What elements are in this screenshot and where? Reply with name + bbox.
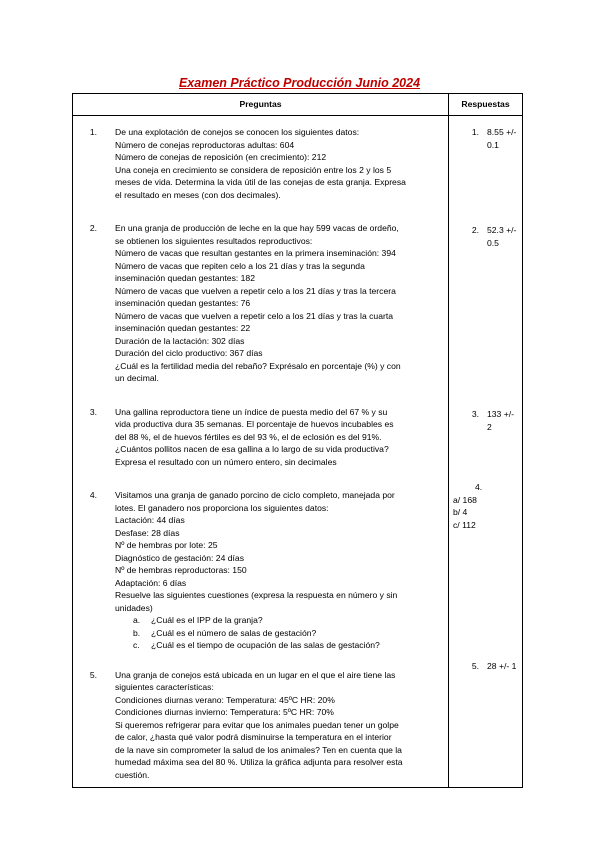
answer-value: 28 +/- 1 [487,661,517,671]
question-line: Número de vacas que resultan gestantes en la primera inseminación: 394 [115,248,396,258]
question-number: 1. [89,127,97,137]
question-line: siguientes características: [115,682,214,692]
question-line: Visitamos una granja de ganado porcino de ciclo completo, manejada por [115,490,395,500]
question-line: cuestión. [115,769,150,780]
question-line: Condiciones diurnas invierno: Temperatura: 5ºC HR: 70% [115,707,334,717]
question-line: En una granja de producción de leche en la que hay 599 vacas de ordeño, [115,223,399,233]
sub-question-b [133,627,438,640]
sub-letter: a. [133,615,141,625]
question-line: Una coneja en crecimiento se considera de reposición entre los 2 y los 5 [115,164,392,175]
question-line: Diagnóstico de gestación: 24 días [115,552,244,563]
exam-table [72,93,523,788]
question-line: Resuelve las siguientes cuestiones (expresa la respuesta en número y sin [115,590,398,600]
question-line: lotes. El ganadero nos proporciona los siguientes datos: [115,502,329,513]
answer-1 [453,126,519,224]
question-3 [77,406,438,469]
question-line: Adaptación: 6 días [115,577,187,588]
question-line: Nº de hembras por lote: 25 [115,540,218,550]
question-line: vida productiva dura 35 semanas. El porcentaje de huevos incubables es [115,419,394,429]
question-line: se obtienen los siguientes resultados reproductivos: [115,235,313,246]
header-preguntas: Preguntas [73,94,449,116]
question-line: De una explotación de conejos se conocen los siguientes datos: [115,127,360,137]
question-line: ¿Cuántos pollitos nacen de esa gallina a lo largo de su vida productiva? [115,444,389,454]
answer-value: 0.1 [487,139,499,150]
sub-text: ¿Cuál es el tiempo de ocupación de las salas de gestación? [151,640,380,650]
question-line: Una gallina reproductora tiene un índice de puesta medio del 67 % y su [115,406,388,417]
question-line: humedad máxima sea del 80 %. Utiliza la gráfica adjunta para resolver esta [115,757,403,767]
question-line: Condiciones diurnas verano: Temperatura: 45ºC HR: 20% [115,694,335,705]
question-line: del 88 %, el de huevos fértiles es del 93 %, el de eclosión es del 91%. [115,431,382,442]
sub-text: ¿Cuál es el IPP de la granja? [151,615,263,625]
question-line: el resultado en meses (con dos decimales). [115,189,281,200]
answer-number: 3. [471,409,479,419]
answer-number: 2. [471,225,479,235]
question-line: ¿Cuál es la fertilidad media del rebaño? Exprésalo en porcentaje (%) y con [115,360,401,371]
answer-number: 5. [471,661,479,671]
question-line: Nº de hembras reproductoras: 150 [115,565,247,575]
questions-cell [73,116,449,788]
answer-2 [453,224,519,408]
answer-number: 4. [475,482,483,492]
answer-4 [453,481,519,660]
sub-question-a [133,614,438,627]
question-line: Número de vacas que repiten celo a los 21 días y tras la segunda [115,260,365,271]
question-line: Número de conejas reproductoras adultas: 604 [115,139,295,150]
question-line: unidades) [115,602,153,613]
sub-letter: b. [133,627,141,638]
question-line: un decimal. [115,373,159,383]
question-line: Número de conejas de reposición (en crecimiento): 212 [115,152,327,162]
question-line: Si queremos refrigerar para evitar que los animales puedan tener un golpe [115,719,399,730]
question-number: 4. [89,490,97,500]
answer-value: 8.55 +/- [487,127,517,137]
question-5 [77,669,438,782]
exam-title: Examen Práctico Producción Junio 2024 [178,76,421,90]
sub-text: ¿Cuál es el número de salas de gestación? [151,627,317,638]
question-line: Desfase: 28 días [115,527,180,538]
question-line: de calor, ¿hasta qué valor podrá disminuirse la temperatura en el interior [115,732,392,742]
question-line: inseminación quedan gestantes: 76 [115,298,251,308]
question-line: Lactación: 44 días [115,515,185,525]
question-number: 2. [89,223,97,233]
question-number: 5. [89,669,97,680]
answer-value: 133 +/- [487,409,514,419]
question-line: Una granja de conejos está ubicada en un lugar en el que el aire tiene las [115,669,396,680]
answer-3 [453,408,519,481]
question-line: Expresa el resultado con un número entero, sin decimales [115,456,337,467]
sub-letter: c. [133,640,140,650]
question-number: 3. [89,406,97,417]
question-line: Duración del ciclo productivo: 367 días [115,348,263,358]
answer-value: c/ 112 [453,519,476,530]
question-line: de la nave sin comprometer la salud de los animales? Ten en cuenta que la [115,744,402,755]
question-2 [77,222,438,385]
answer-value: 52.3 +/- [487,225,517,235]
question-line: Duración de la lactación: 302 días [115,335,245,346]
answer-5 [453,660,519,673]
answer-value: b/ 4 [453,507,468,517]
table-row [73,116,523,788]
answer-value: 2 [487,421,492,432]
table-header-row [73,94,523,116]
question-line: Número de vacas que vuelven a repetir celo a los 21 días y tras la cuarta [115,310,394,321]
question-line: Número de vacas que vuelven a repetir celo a los 21 días y tras la tercera [115,285,396,296]
answers-cell [449,116,523,788]
question-line: inseminación quedan gestantes: 182 [115,273,255,283]
question-4 [77,489,438,652]
question-1 [77,126,438,201]
answer-number: 1. [471,127,479,137]
question-line: inseminación quedan gestantes: 22 [115,323,251,333]
header-respuestas: Respuestas [449,94,523,116]
sub-question-c [133,639,438,652]
question-line: meses de vida. Determina la vida útil de las conejas de esta granja. Expresa [115,177,406,187]
answer-value: 0.5 [487,237,499,248]
answer-value: a/ 168 [453,494,477,505]
